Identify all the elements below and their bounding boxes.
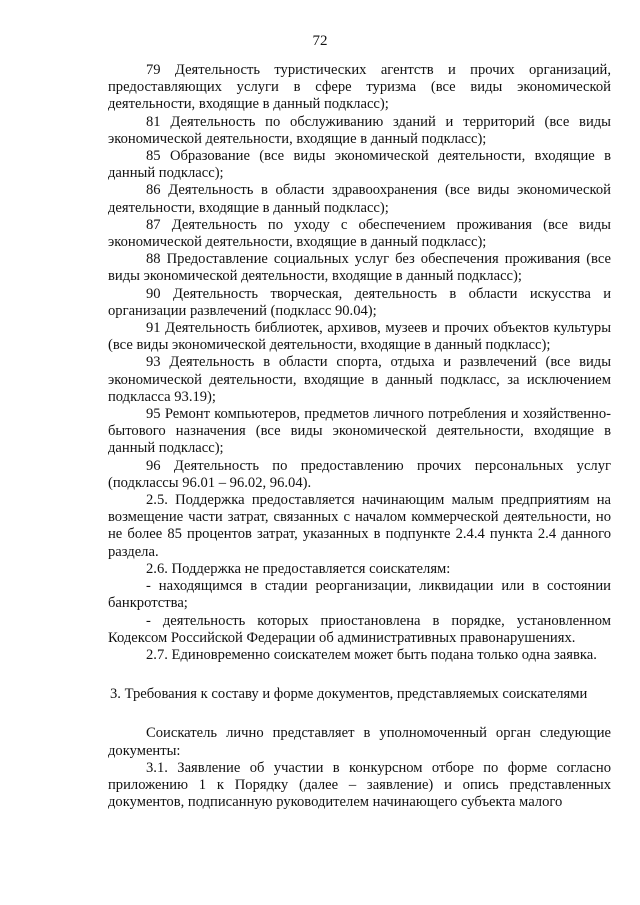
paragraph-okved-93: 93 Деятельность в области спорта, отдыха и развлечений (все виды экономической деятельности, входящие в данный подкласс, за исключением подкласса 93.19); <box>108 354 611 405</box>
paragraph-okved-79: 79 Деятельность туристических агентств и прочих организаций, предоставляющих услуги в сфере туризма (все виды экономической деятельности, входящие в данный подкласс); <box>108 62 611 113</box>
paragraph-2-5: 2.5. Поддержка предоставляется начинающим малым предприятиям на возмещение части затрат, связанных с началом коммерческой деятельности, но не более 85 процентов затрат, указанных в подпункте 2.4.4 пункта 2.4 данного раздела. <box>108 492 611 560</box>
list-item-suspended: - деятельность которых приостановлена в порядке, установленном Кодексом Российской Федерации об административных правонарушениях. <box>108 612 611 646</box>
paragraph-2-6: 2.6. Поддержка не предоставляется соискателям: <box>146 560 451 577</box>
paragraph-okved-85: 85 Образование (все виды экономической деятельности, входящие в данный подкласс); <box>108 148 611 182</box>
paragraph-okved-81: 81 Деятельность по обслуживанию зданий и территорий (все виды экономической деятельности, входящие в данный подкласс); <box>108 113 611 147</box>
paragraph-okved-90: 90 Деятельность творческая, деятельность в области искусства и организации развлечений (подкласс 90.04); <box>108 285 611 319</box>
list-item-reorganization: - находящимся в стадии реорганизации, ликвидации или в состоянии банкротства; <box>108 578 611 612</box>
paragraph-okved-87: 87 Деятельность по уходу с обеспечением проживания (все виды экономической деятельности, входящие в данный подкласс); <box>108 216 611 251</box>
paragraph-okved-86: 86 Деятельность в области здравоохранения (все виды экономической деятельности, входящие в данный подкласс); <box>108 182 611 216</box>
paragraph-applicant-documents: Соискатель лично представляет в уполномоченный орган следующие документы: <box>108 725 611 759</box>
paragraph-okved-96: 96 Деятельность по предоставлению прочих персональных услуг (подклассы 96.01 – 96.02, 96.04). <box>108 457 611 491</box>
paragraph-okved-91: 91 Деятельность библиотек, архивов, музеев и прочих объектов культуры (все виды экономической деятельности, входящие в данный подкласс); <box>108 320 611 354</box>
document-body <box>108 62 611 811</box>
page-number: 72 <box>312 33 328 49</box>
paragraph-2-7: 2.7. Единовременно соискателем может быть подана только одна заявка. <box>146 646 597 663</box>
section-heading: 3. Требования к составу и форме документов, представляемых соискателями <box>110 686 588 703</box>
paragraph-okved-95: 95 Ремонт компьютеров, предметов личного потребления и хозяйственно-бытового назначения (все виды экономической деятельности, входящие в данный подкласс); <box>108 406 611 457</box>
paragraph-3-1: 3.1. Заявление об участии в конкурсном отборе по форме согласно приложению 1 к Порядку (далее – заявление) и опись представленных документов, подписанную руководителем начинающего субъекта малого <box>108 759 611 811</box>
paragraph-okved-88: 88 Предоставление социальных услуг без обеспечения проживания (все виды экономической деятельности, входящие в данный подкласс); <box>108 251 611 285</box>
